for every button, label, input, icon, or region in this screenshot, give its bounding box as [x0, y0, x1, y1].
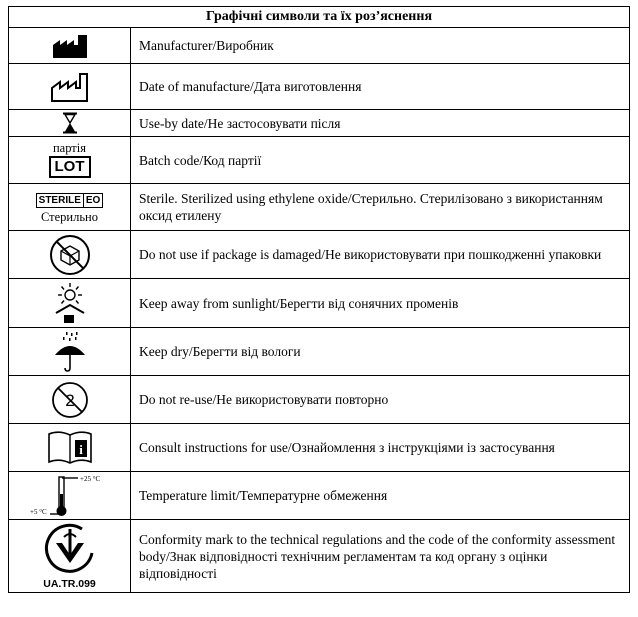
conformity-code: UA.TR.099 — [43, 577, 96, 590]
hourglass-icon — [61, 112, 79, 134]
row-description: Keep dry/Берегти від вологи — [131, 328, 630, 376]
row-description: Consult instructions for use/Ознайомлення з інструкціями із застосування — [131, 424, 630, 472]
symbols-table — [8, 6, 630, 593]
table-row — [9, 279, 630, 328]
temperature-icon — [30, 474, 110, 518]
umbrella-icon — [52, 331, 88, 373]
svg-text:2: 2 — [64, 390, 75, 410]
row-description: Use-by date/Не застосовувати після — [131, 110, 630, 137]
row-description: Date of manufacture/Дата виготовлення — [131, 64, 630, 110]
temp-upper-label: +25 °C — [79, 474, 100, 483]
table-row — [9, 184, 630, 231]
row-description: Manufacturer/Виробник — [131, 28, 630, 64]
sterile-caption: Стерильно — [40, 209, 98, 224]
lot-caption: партія — [52, 141, 86, 155]
row-description: Keep away from sunlight/Берегти від сонячних променів — [131, 279, 630, 328]
sterile-eo-icon — [36, 193, 104, 208]
row-description: Do not re-use/Не використовувати повторно — [131, 376, 630, 424]
damaged-package-icon — [48, 233, 92, 277]
temp-lower-label: +5 °C — [29, 507, 47, 516]
lot-icon: LOT — [49, 156, 91, 178]
table-row — [9, 64, 630, 110]
table-title: Графічні символи та їх розʼяснення — [9, 7, 630, 28]
table-header-row — [9, 7, 630, 28]
sunlight-icon — [50, 281, 90, 325]
consult-instructions-icon — [47, 430, 93, 466]
table-row — [9, 28, 630, 64]
table-row — [9, 328, 630, 376]
table-row — [9, 424, 630, 472]
no-reuse-icon — [50, 380, 90, 420]
row-description: Conformity mark to the technical regulations and the code of the conformity assessment body/Знак відповідності технічним регламентам та код органу з оцінки відповідності — [131, 520, 630, 593]
table-row — [9, 231, 630, 279]
eo-label: EO — [83, 194, 102, 207]
table-row — [9, 110, 630, 137]
table-row — [9, 137, 630, 184]
row-description: Do not use if package is damaged/Не використовувати при пошкодженні упаковки — [131, 231, 630, 279]
table-row — [9, 472, 630, 520]
row-description: Batch code/Код партії — [131, 137, 630, 184]
sterile-label: STERILE — [38, 194, 81, 206]
row-description: Sterile. Sterilized using ethylene oxide/Стерильно. Стерилізовано з використанням оксид етилену — [131, 184, 630, 231]
row-description: Temperature limit/Температурне обмеження — [131, 472, 630, 520]
conformity-mark-icon — [42, 523, 98, 577]
manufacturer-icon — [51, 33, 89, 59]
table-row — [9, 520, 630, 593]
table-row — [9, 376, 630, 424]
date-of-manufacture-icon — [50, 71, 90, 103]
svg-text:i: i — [78, 441, 83, 457]
